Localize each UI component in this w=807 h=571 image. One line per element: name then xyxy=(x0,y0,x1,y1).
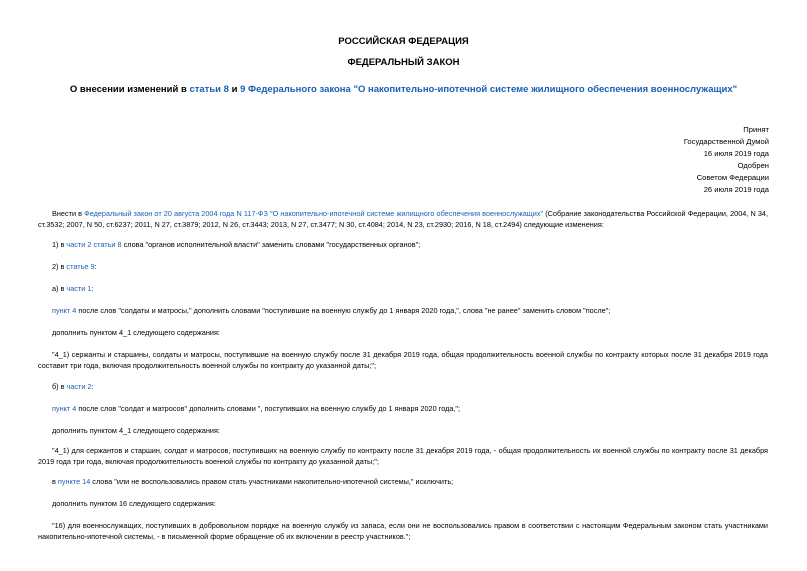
item-2-prefix: 2) в xyxy=(52,262,67,271)
subitem-b-point-4-text: после слов "солдат и матросов" дополнить словами ", поступивших на военную службу до 1 января 2020 года,"; xyxy=(76,404,461,413)
subitem-b xyxy=(38,382,768,393)
subitem-b-point-16-text: "16) для военнослужащих, поступивших в добровольном порядке на военную службу из запаса, если они не воспользовались правом в соответствии с настоящим Федеральным законом стать участниками накопительно-ипотечной системы, - в письменной форме обращение об их включении в реестр участников."; xyxy=(38,521,768,541)
subitem-a-point-4-link[interactable]: пункт 4 xyxy=(52,306,77,315)
item-2-suffix: : xyxy=(94,262,97,271)
subitem-b-add-16: дополнить пунктом 16 следующего содержания: xyxy=(52,499,216,508)
adoption-line: 26 июля 2019 года xyxy=(703,185,769,194)
subitem-a-point-4 xyxy=(38,306,768,317)
title-link-article-9[interactable]: 9 Федерального закона "О накопительно-ипотечной системе жилищного обеспечения военнослужащих" xyxy=(240,84,738,95)
intro-law-link[interactable]: Федеральный закон от 20 августа 2004 года N 117-ФЗ "О накопительно-ипотечной системе жилищного обеспечения военнослужащих" xyxy=(84,209,544,218)
intro-suffix: (Собрание законодательства Российской Федерации, 2004, N 34, ст.3532; 2007, N 50, ст.6237; 2011, N 27, ст.3879; 2012, N 26, ст.3443; 2013, N 27, ст.3477; N 30, ст.4084; 2014, N 23, ст.2930; 2016, N 18, ст.2494) следующие изменения: xyxy=(38,209,768,229)
subitem-b-add-4-1: дополнить пунктом 4_1 следующего содержания: xyxy=(52,426,220,435)
country-heading: РОССИЙСКАЯ ФЕДЕРАЦИЯ xyxy=(338,36,469,47)
subitem-b-point-4 xyxy=(38,404,768,415)
subitem-b-suffix: : xyxy=(91,382,94,391)
item-1 xyxy=(38,240,768,251)
item-1-suffix: слова "органов исполнительной власти" заменить словами "государственных органов"; xyxy=(121,240,421,249)
item-1-link[interactable]: части 2 статьи 8 xyxy=(66,240,122,249)
adoption-line: 16 июля 2019 года xyxy=(703,149,769,158)
subitem-a-add-4-1: дополнить пунктом 4_1 следующего содержания: xyxy=(52,328,220,337)
subitem-b-point-14-suffix: слова "или не воспользовались правом стать участниками накопительно-ипотечной системы," исключить; xyxy=(90,477,454,486)
item-2 xyxy=(38,262,768,273)
adoption-line: Одобрен xyxy=(737,161,769,170)
subitem-a-point-4-1-text: "4_1) сержанты и старшины, солдаты и матросы, поступившие на военную службу после 31 декабря 2019 года, общая продолжительность военной службы по контракту которых после 31 декабря 2019 года составит три года, включая продолжительность военной службы по контракту до указанной даты;"; xyxy=(38,350,768,370)
subitem-b-point-4-1-text: "4_1) для сержантов и старшин, солдат и матросов, поступивших на военную службу по контракту после 31 декабря 2019 года, - общая продолжительность их военной службы по контракту после 31 декабря 2019 года три года, включая продолжительность военной службы по контракту до указанной даты;"; xyxy=(38,446,768,466)
subitem-a-point-4-text: после слов "солдаты и матросы," дополнить словами "поступившие на военную службу до 1 января 2020 года,", слова "не ранее" заменить словом "после"; xyxy=(76,306,611,315)
doc-type-heading: ФЕДЕРАЛЬНЫЙ ЗАКОН xyxy=(347,57,460,68)
subitem-b-link[interactable]: части 2 xyxy=(66,382,92,391)
subitem-a-link[interactable]: части 1 xyxy=(66,284,92,293)
title-mid: и xyxy=(228,84,241,95)
title-link-article-8[interactable]: статьи 8 xyxy=(189,84,229,95)
intro-paragraph xyxy=(38,209,768,230)
subitem-b-point-4-link[interactable]: пункт 4 xyxy=(52,404,77,413)
intro-prefix: Внести в xyxy=(52,209,85,218)
subitem-b-point-14 xyxy=(38,477,768,488)
item-2-link[interactable]: статье 9 xyxy=(66,262,95,271)
adoption-block xyxy=(569,124,769,196)
subitem-b-prefix: б) в xyxy=(52,382,67,391)
subitem-a-suffix: : xyxy=(91,284,94,293)
subitem-a xyxy=(38,284,768,295)
subitem-a-prefix: а) в xyxy=(52,284,67,293)
adoption-line: Принят xyxy=(743,125,769,134)
subitem-b-point-14-link[interactable]: пункте 14 xyxy=(57,477,91,486)
adoption-line: Советом Федерации xyxy=(696,173,769,182)
item-1-prefix: 1) в xyxy=(52,240,67,249)
title-prefix: О внесении изменений в xyxy=(69,84,190,95)
subitem-b-point-14-prefix: в xyxy=(52,477,58,486)
law-title xyxy=(0,84,807,95)
adoption-line: Государственной Думой xyxy=(683,137,769,146)
